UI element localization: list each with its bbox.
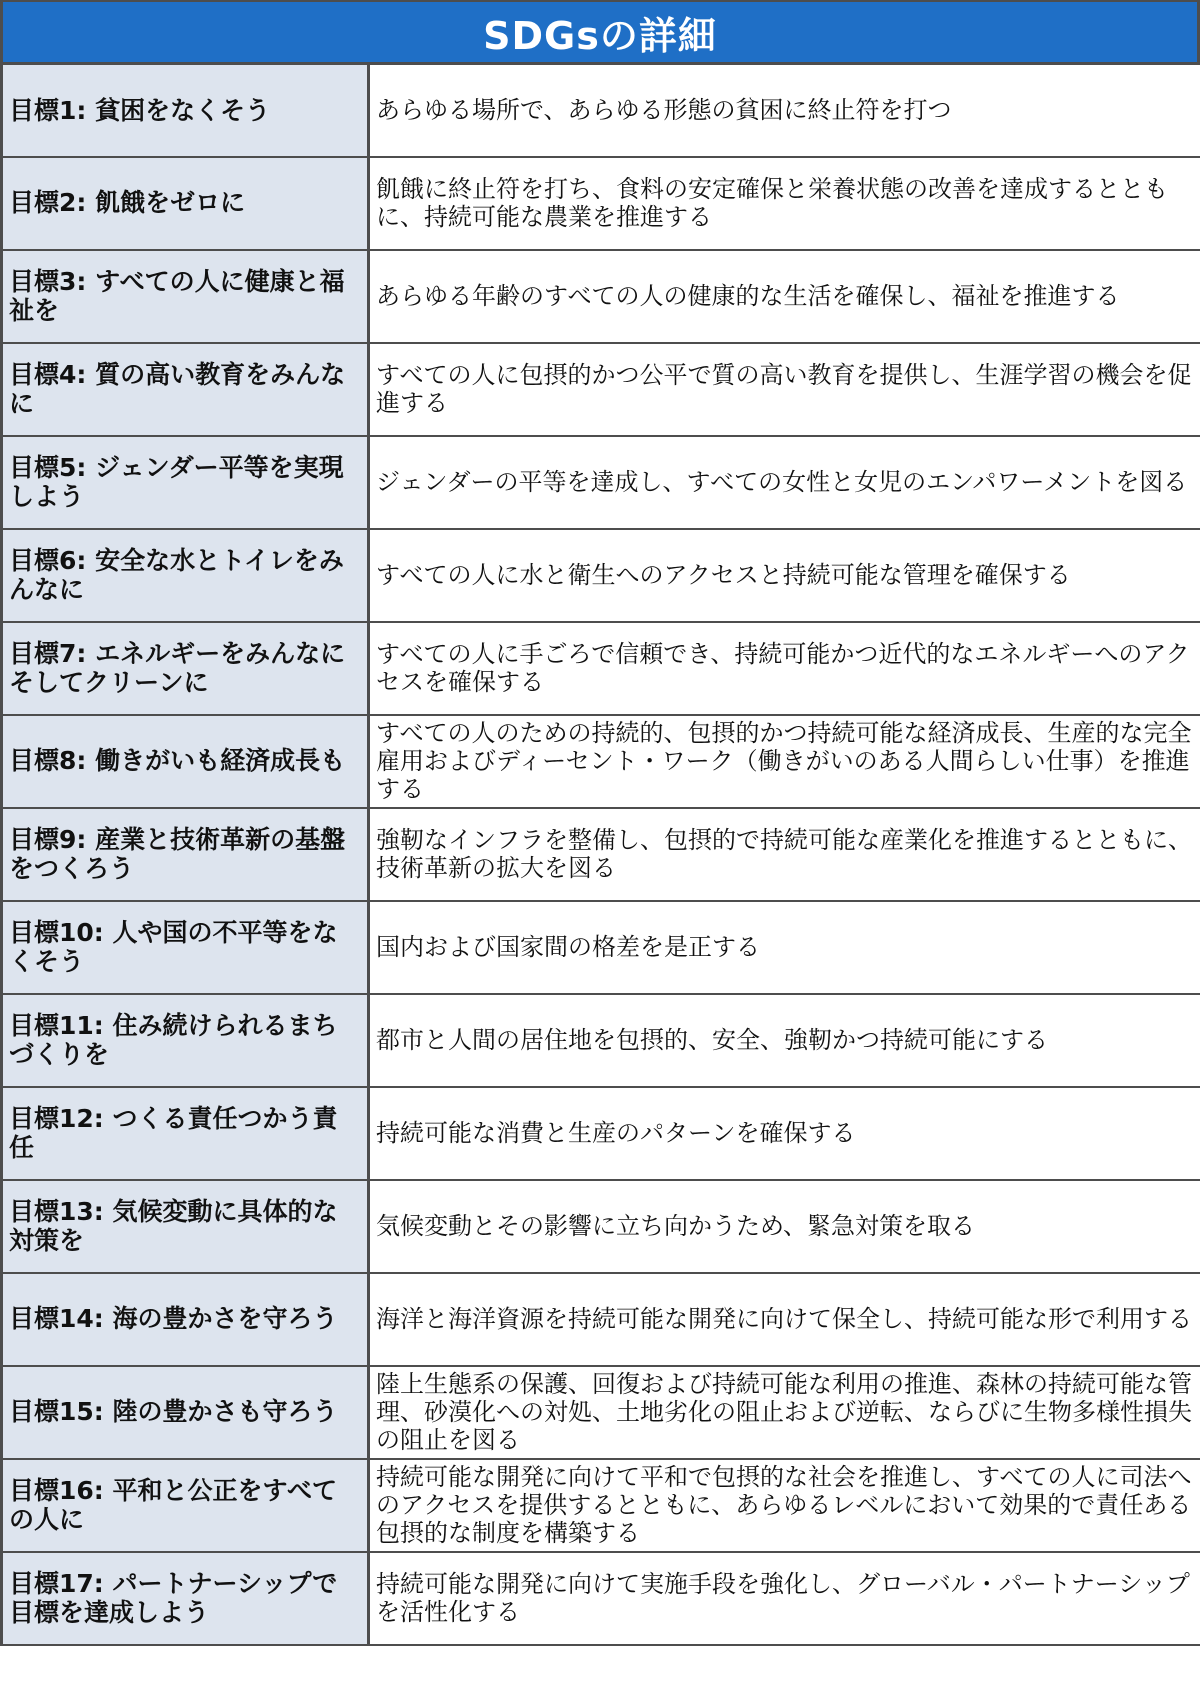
table-row: [2, 1180, 1200, 1273]
goals-table-body: [2, 64, 1200, 1645]
goal-description-cell: 海洋と海洋資源を持続可能な開発に向けて保全し、持続可能な形で利用する: [369, 1273, 1200, 1366]
goal-name-cell: 目標5: ジェンダー平等を実現しよう: [2, 436, 369, 529]
table-row: [2, 808, 1200, 901]
table-row: [2, 529, 1200, 622]
table-row: [2, 1552, 1200, 1645]
table-row: [2, 994, 1200, 1087]
table-row: [2, 715, 1200, 808]
goal-description-cell: ジェンダーの平等を達成し、すべての女性と女児のエンパワーメントを図る: [369, 436, 1200, 529]
goal-description-cell: あらゆる場所で、あらゆる形態の貧困に終止符を打つ: [369, 64, 1200, 157]
goal-description-cell: 持続可能な開発に向けて実施手段を強化し、グローバル・パートナーシップを活性化する: [369, 1552, 1200, 1645]
goal-name-cell: 目標17: パートナーシップで目標を達成しよう: [2, 1552, 369, 1645]
goal-name-cell: 目標10: 人や国の不平等をなくそう: [2, 901, 369, 994]
goal-description-cell: 都市と人間の居住地を包摂的、安全、強靭かつ持続可能にする: [369, 994, 1200, 1087]
page-title: SDGsの詳細: [0, 0, 1200, 62]
table-row: [2, 64, 1200, 157]
goal-description-cell: 国内および国家間の格差を是正する: [369, 901, 1200, 994]
goal-name-cell: 目標12: つくる責任つかう責任: [2, 1087, 369, 1180]
table-row: [2, 1459, 1200, 1552]
goal-description-cell: 飢餓に終止符を打ち、食料の安定確保と栄養状態の改善を達成するとともに、持続可能な農業を推進する: [369, 157, 1200, 250]
goal-name-cell: 目標15: 陸の豊かさも守ろう: [2, 1366, 369, 1459]
table-row: [2, 1366, 1200, 1459]
table-row: [2, 1273, 1200, 1366]
goal-description-cell: あらゆる年齢のすべての人の健康的な生活を確保し、福祉を推進する: [369, 250, 1200, 343]
goal-name-cell: 目標6: 安全な水とトイレをみんなに: [2, 529, 369, 622]
goal-name-cell: 目標13: 気候変動に具体的な対策を: [2, 1180, 369, 1273]
goal-description-cell: 陸上生態系の保護、回復および持続可能な利用の推進、森林の持続可能な管理、砂漠化への対処、土地劣化の阻止および逆転、ならびに生物多様性損失の阻止を図る: [369, 1366, 1200, 1459]
goal-name-cell: 目標14: 海の豊かさを守ろう: [2, 1273, 369, 1366]
goal-description-cell: すべての人に手ごろで信頼でき、持続可能かつ近代的なエネルギーへのアクセスを確保する: [369, 622, 1200, 715]
goal-description-cell: 強靭なインフラを整備し、包摂的で持続可能な産業化を推進するとともに、技術革新の拡大を図る: [369, 808, 1200, 901]
table-row: [2, 1087, 1200, 1180]
table-row: [2, 343, 1200, 436]
goal-name-cell: 目標9: 産業と技術革新の基盤をつくろう: [2, 808, 369, 901]
goal-name-cell: 目標3: すべての人に健康と福祉を: [2, 250, 369, 343]
goal-description-cell: 持続可能な開発に向けて平和で包摂的な社会を推進し、すべての人に司法へのアクセスを提供するとともに、あらゆるレベルにおいて効果的で責任ある包摂的な制度を構築する: [369, 1459, 1200, 1552]
goal-description-cell: 気候変動とその影響に立ち向かうため、緊急対策を取る: [369, 1180, 1200, 1273]
goal-name-cell: 目標11: 住み続けられるまちづくりを: [2, 994, 369, 1087]
table-row: [2, 157, 1200, 250]
goal-description-cell: すべての人に包摂的かつ公平で質の高い教育を提供し、生涯学習の機会を促進する: [369, 343, 1200, 436]
table-row: [2, 250, 1200, 343]
goal-description-cell: すべての人のための持続的、包摂的かつ持続可能な経済成長、生産的な完全雇用およびディーセント・ワーク（働きがいのある人間らしい仕事）を推進する: [369, 715, 1200, 808]
table-row: [2, 622, 1200, 715]
goal-name-cell: 目標7: エネルギーをみんなにそしてクリーンに: [2, 622, 369, 715]
sdgs-goals-table: [0, 62, 1200, 1646]
goal-description-cell: すべての人に水と衛生へのアクセスと持続可能な管理を確保する: [369, 529, 1200, 622]
goal-description-cell: 持続可能な消費と生産のパターンを確保する: [369, 1087, 1200, 1180]
goal-name-cell: 目標8: 働きがいも経済成長も: [2, 715, 369, 808]
table-row: [2, 436, 1200, 529]
goal-name-cell: 目標1: 貧困をなくそう: [2, 64, 369, 157]
goal-name-cell: 目標4: 質の高い教育をみんなに: [2, 343, 369, 436]
table-row: [2, 901, 1200, 994]
goal-name-cell: 目標2: 飢餓をゼロに: [2, 157, 369, 250]
goal-name-cell: 目標16: 平和と公正をすべての人に: [2, 1459, 369, 1552]
